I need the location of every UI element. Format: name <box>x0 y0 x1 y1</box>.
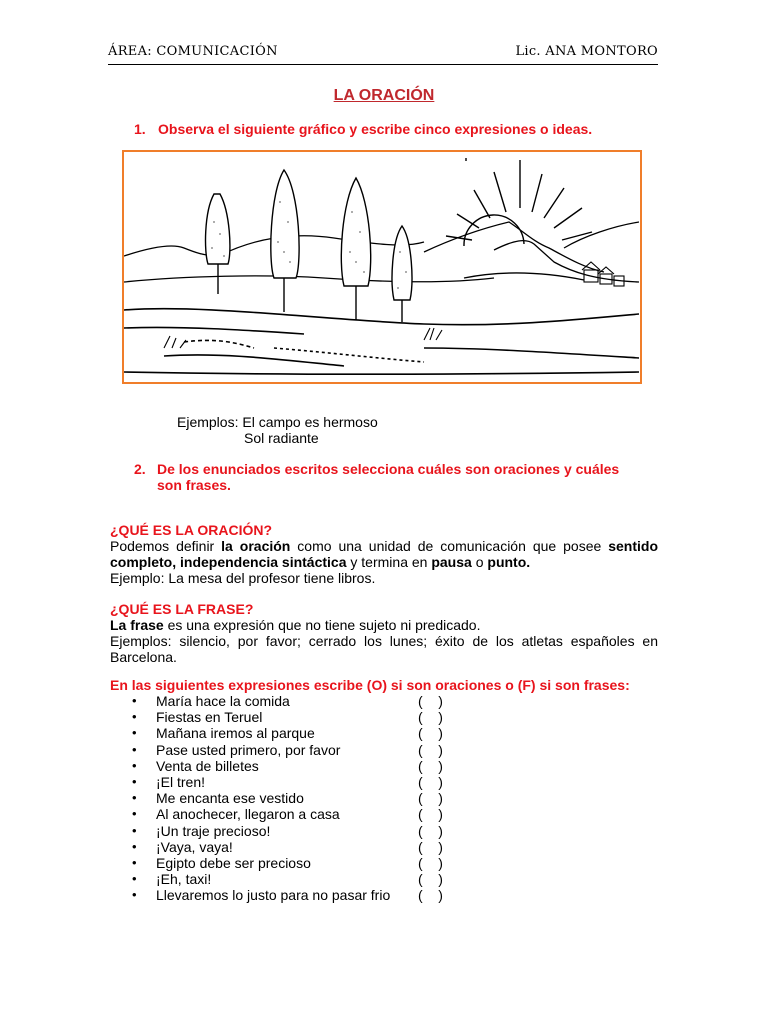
text-run: sentido completo, independencia sintáctica <box>110 538 658 570</box>
bullet-icon: • <box>132 854 137 870</box>
oracion-definition <box>110 538 658 570</box>
bullet-icon: • <box>132 806 137 822</box>
tree <box>271 170 299 312</box>
oracion-example: Ejemplo: La mesa del profesor tiene libros. <box>110 570 376 586</box>
task-1-number: 1. <box>134 121 146 137</box>
list-item <box>132 823 462 839</box>
expression-text: Egipto debe ser precioso <box>156 854 311 871</box>
exercise-instruction: En las siguientes expresiones escribe (O) si son oraciones o (F) si son frases: <box>110 677 630 693</box>
list-item <box>132 774 462 790</box>
text-run: Podemos definir <box>110 538 222 554</box>
answer-blank[interactable]: ( ) <box>418 838 443 855</box>
example-line-1: Ejemplos: El campo es hermoso <box>177 414 378 430</box>
bullet-icon: • <box>132 709 137 725</box>
frase-heading: ¿QUÉ ES LA FRASE? <box>110 601 254 617</box>
text-run: es una expresión que no tiene sujeto ni predicado. <box>163 617 481 633</box>
bullet-icon: • <box>132 757 137 773</box>
expression-text: Mañana iremos al parque <box>156 725 315 742</box>
village <box>582 262 624 286</box>
expression-text: Venta de billetes <box>156 757 259 774</box>
bullet-icon: • <box>132 741 137 757</box>
list-item <box>132 742 462 758</box>
list-item <box>132 693 462 709</box>
list-item <box>132 758 462 774</box>
frase-definition <box>110 617 658 633</box>
answer-blank[interactable]: ( ) <box>418 822 443 839</box>
expression-text: ¡Eh, taxi! <box>156 871 212 888</box>
answer-blank[interactable]: ( ) <box>418 790 443 807</box>
answer-blank[interactable]: ( ) <box>418 773 443 790</box>
text-run: La frase <box>110 617 164 633</box>
list-item <box>132 839 462 855</box>
expression-text: ¡Un traje precioso! <box>156 822 271 839</box>
bullet-icon: • <box>132 822 137 838</box>
page-title: LA ORACIÓN <box>333 87 435 104</box>
expression-text: ¡El tren! <box>156 773 206 790</box>
task-2-number: 2. <box>134 461 146 477</box>
area-label: ÁREA: COMUNICACIÓN <box>108 44 278 59</box>
text-run: la oración <box>221 538 291 554</box>
bullet-icon: • <box>132 838 137 854</box>
frase-examples: Ejemplos: silencio, por favor; cerrado los lunes; éxito de los atletas españoles en Barcelona. <box>110 633 658 665</box>
oracion-heading: ¿QUÉ ES LA ORACIÓN? <box>110 522 273 538</box>
teacher-label: Lic. ANA MONTORO <box>515 44 658 59</box>
oracion-section <box>110 522 658 586</box>
text-run: o <box>471 554 488 570</box>
answer-blank[interactable]: ( ) <box>418 725 443 742</box>
tree <box>341 178 370 320</box>
exercise-list <box>132 693 462 903</box>
expression-text: Al anochecer, llegaron a casa <box>156 806 340 823</box>
task-1-text: Observa el siguiente gráfico y escribe cinco expresiones o ideas. <box>158 121 593 137</box>
tree <box>206 194 230 294</box>
bullet-icon: • <box>132 725 137 741</box>
list-item <box>132 806 462 822</box>
text-run: como una unidad de comunicación que posee <box>290 538 609 554</box>
answer-blank[interactable]: ( ) <box>418 757 443 774</box>
bullet-icon: • <box>132 773 137 789</box>
expression-text: Pase usted primero, por favor <box>156 741 341 758</box>
expression-text: Llevaremos lo justo para no pasar frio <box>156 887 391 904</box>
answer-blank[interactable]: ( ) <box>418 854 443 871</box>
expression-text: Me encanta ese vestido <box>156 790 304 807</box>
bullet-icon: • <box>132 693 137 708</box>
task-2-text: De los enunciados escritos selecciona cuáles son oraciones y cuáles son frases. <box>157 461 620 493</box>
grass <box>164 328 442 348</box>
bullet-icon: • <box>132 871 137 887</box>
answer-blank[interactable]: ( ) <box>418 887 443 904</box>
expression-text: María hace la comida <box>156 693 290 709</box>
list-item <box>132 725 462 741</box>
list-item <box>132 790 462 806</box>
list-item <box>132 855 462 871</box>
bullet-icon: • <box>132 790 137 806</box>
task-2 <box>134 461 634 493</box>
answer-blank[interactable]: ( ) <box>418 709 443 726</box>
expression-text: Fiestas en Teruel <box>156 709 263 726</box>
sun-icon <box>446 158 592 246</box>
text-run: punto. <box>487 554 531 570</box>
list-item <box>132 871 462 887</box>
page-header <box>108 42 658 65</box>
river <box>124 309 639 375</box>
answer-blank[interactable]: ( ) <box>418 806 443 823</box>
bullet-icon: • <box>132 887 137 903</box>
examples-block <box>177 414 378 446</box>
landscape-illustration <box>122 150 642 384</box>
answer-blank[interactable]: ( ) <box>418 871 443 888</box>
tree <box>392 226 412 322</box>
frase-section <box>110 601 658 665</box>
list-item <box>132 887 462 903</box>
answer-blank[interactable]: ( ) <box>418 741 443 758</box>
mountains <box>124 222 639 282</box>
example-line-2: Sol radiante <box>244 430 319 446</box>
answer-blank[interactable]: ( ) <box>418 693 443 709</box>
text-run: y termina en <box>346 554 432 570</box>
text-run: pausa <box>431 554 472 570</box>
list-item <box>132 709 462 725</box>
expression-text: ¡Vaya, vaya! <box>156 838 233 855</box>
